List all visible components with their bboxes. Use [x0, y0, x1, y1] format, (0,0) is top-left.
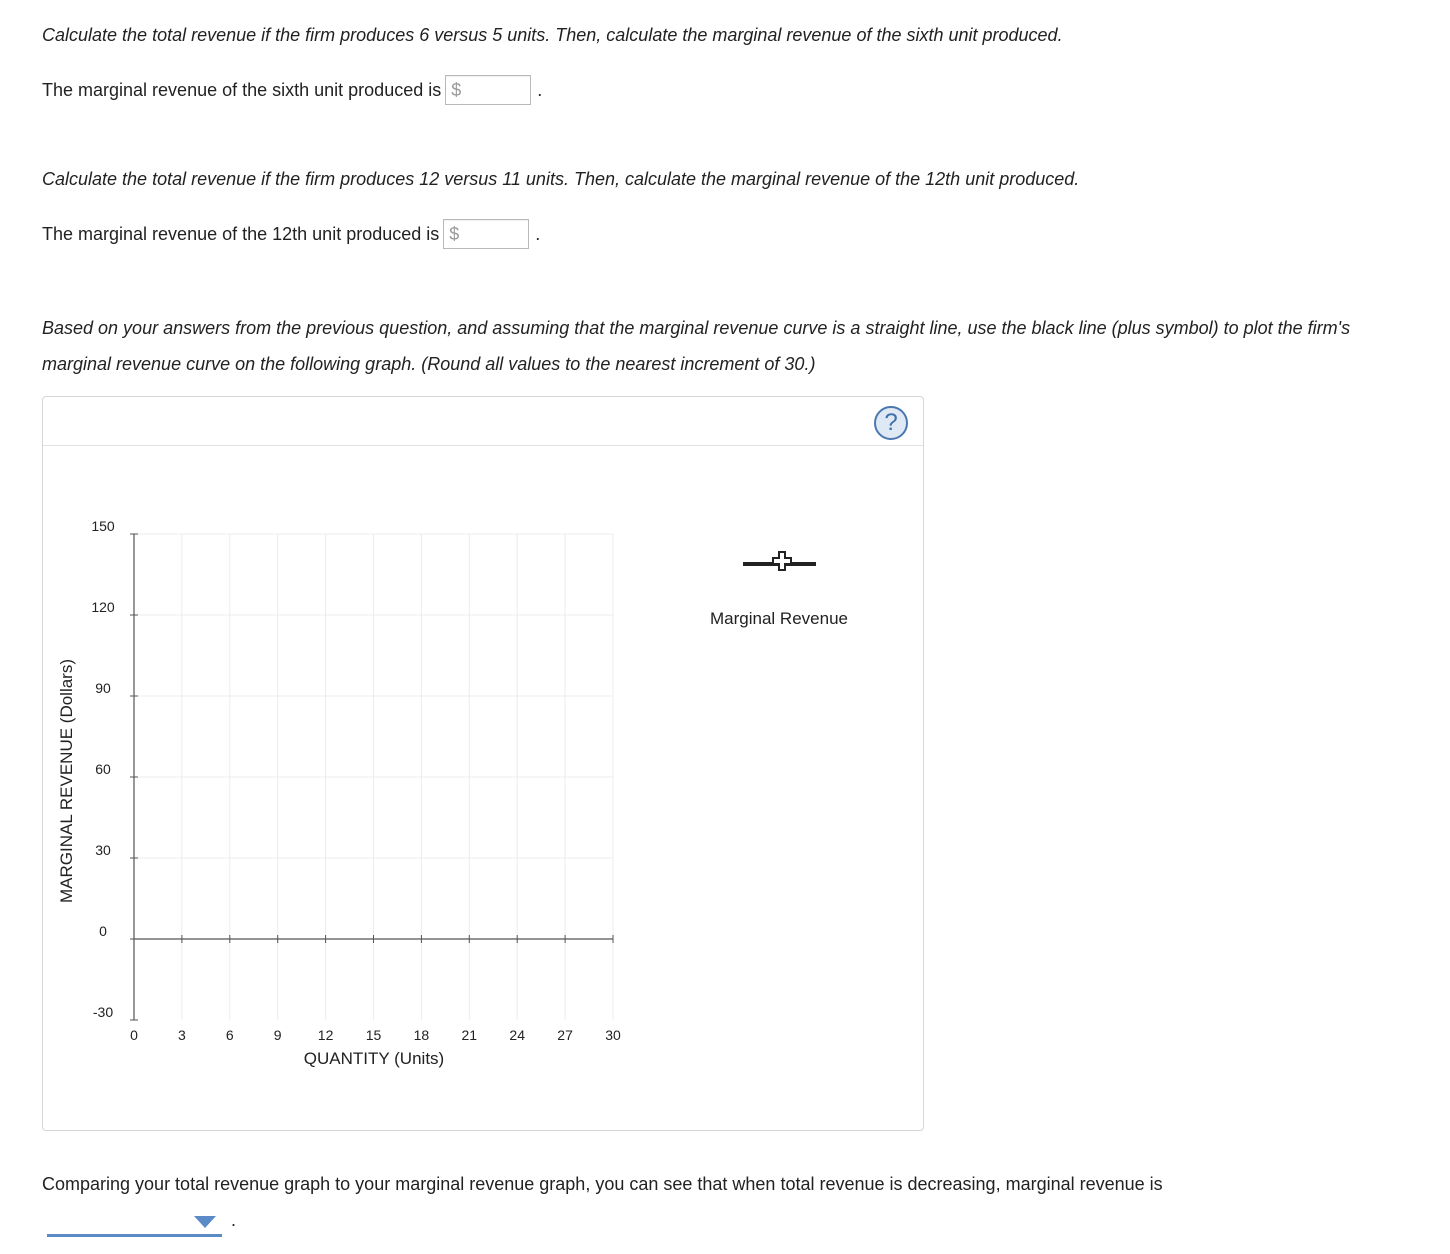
legend-mr-tool[interactable]	[743, 552, 816, 570]
y-axis-title: MARGINAL REVENUE (Dollars)	[57, 658, 76, 904]
chevron-down-icon	[194, 1216, 216, 1228]
x-tick-label: 30	[605, 1027, 621, 1043]
question-1-answer-label: The marginal revenue of the sixth unit produced is	[42, 79, 442, 100]
question-2-prompt: Calculate the total revenue if the firm produces 12 versus 11 units. Then, calculate the marginal revenue of the 12th unit produced.	[42, 169, 1080, 189]
mr-comparison-dropdown[interactable]	[47, 1212, 222, 1237]
chart-tick-labels	[91, 518, 621, 1043]
y-tick-label: 90	[95, 680, 111, 696]
x-tick-label: 6	[225, 1027, 234, 1043]
mr-12th-unit-field[interactable]	[443, 219, 529, 249]
x-tick-label: 9	[273, 1027, 282, 1043]
x-tick-label: 0	[130, 1027, 138, 1043]
x-tick-label: 24	[509, 1027, 525, 1043]
dollar-sign: $	[449, 223, 460, 244]
legend-label: Marginal Revenue	[710, 609, 848, 628]
x-axis-title: QUANTITY (Units)	[303, 1049, 445, 1068]
mr-12th-unit-input[interactable]	[459, 222, 523, 246]
y-tick-label: 30	[95, 842, 111, 858]
plus-icon	[773, 552, 791, 570]
y-tick-label: 150	[91, 518, 115, 534]
x-tick-label: 21	[461, 1027, 478, 1043]
y-tick-label: -30	[92, 1004, 114, 1020]
question-1-answer-row	[42, 75, 542, 105]
mr-sixth-unit-input[interactable]	[461, 78, 525, 102]
dollar-sign: $	[451, 79, 462, 100]
question-1-prompt: Calculate the total revenue if the firm produces 6 versus 5 units. Then, calculate the marginal revenue of the sixth unit produced.	[42, 25, 1063, 45]
y-tick-label: 60	[95, 761, 111, 777]
mr-sixth-unit-field[interactable]	[445, 75, 531, 105]
x-tick-label: 12	[317, 1027, 334, 1043]
x-tick-label: 18	[413, 1027, 430, 1043]
chart-grid	[134, 534, 613, 1020]
x-tick-label: 27	[557, 1027, 573, 1043]
x-tick-label: 3	[178, 1027, 186, 1043]
help-button[interactable]: ?	[874, 406, 908, 440]
question-2-answer-row	[42, 219, 540, 249]
marginal-revenue-chart[interactable]	[43, 397, 923, 1130]
question-4-prompt: Comparing your total revenue graph to your marginal revenue graph, you can see that when total revenue is decreasing, marginal revenue is	[42, 1174, 1163, 1194]
graph-panel	[42, 396, 924, 1131]
question-3-prompt: Based on your answers from the previous question, and assuming that the marginal revenue curve is a straight line, use the black line (plus symbol) to plot the firm's marginal revenue curve on the following graph. (Round all values to the nearest increment of 30.)	[42, 318, 1351, 374]
y-tick-label: 0	[99, 923, 107, 939]
question-2-period: .	[535, 223, 541, 244]
question-1-period: .	[537, 79, 543, 100]
y-tick-label: 120	[91, 599, 115, 615]
question-2-answer-label: The marginal revenue of the 12th unit produced is	[42, 223, 440, 244]
question-4-period: .	[231, 1210, 237, 1230]
x-tick-label: 15	[365, 1027, 382, 1043]
